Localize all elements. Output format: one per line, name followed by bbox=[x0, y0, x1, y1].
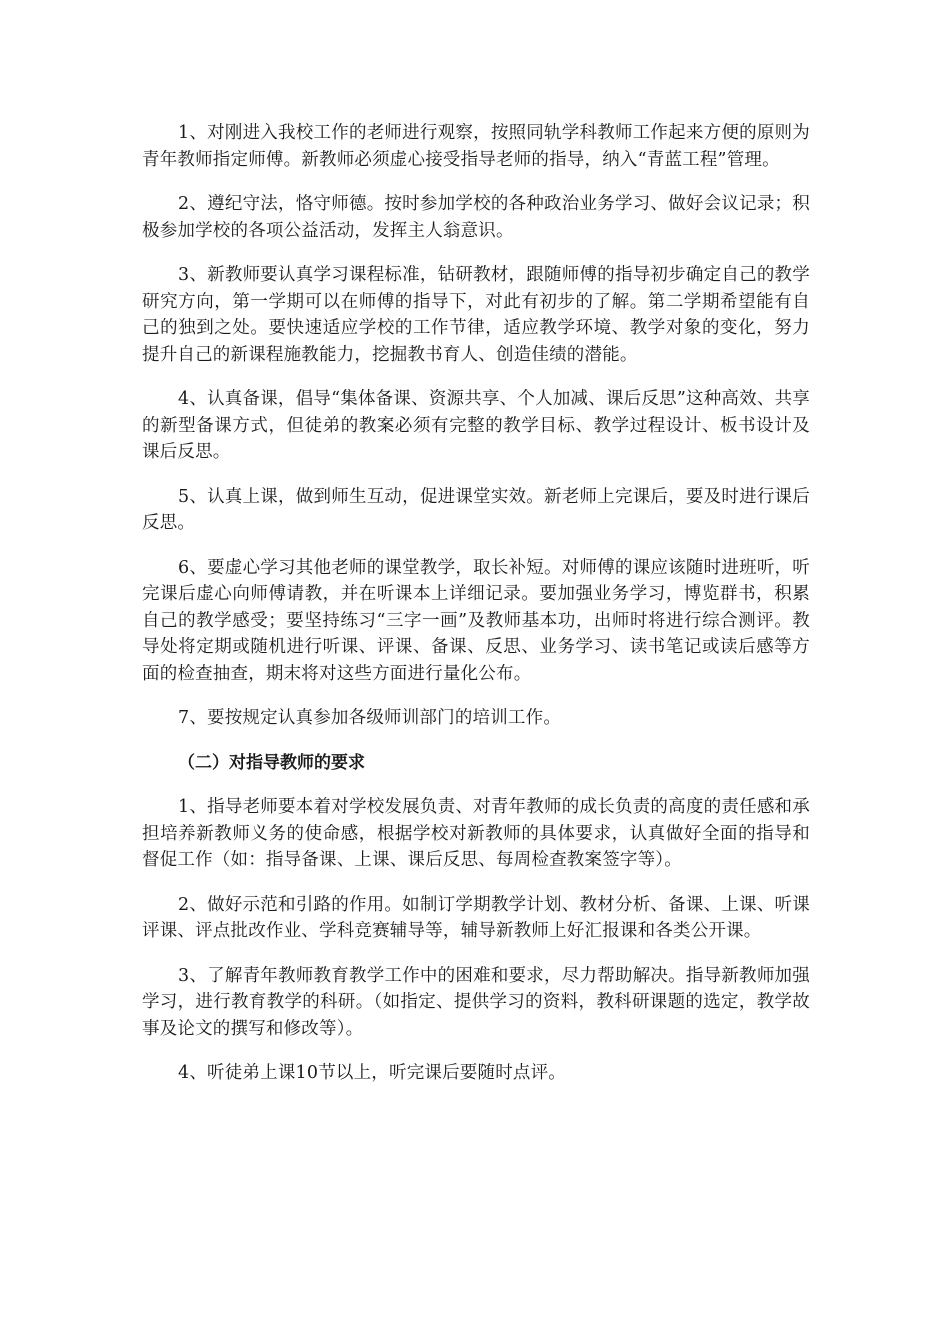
paragraph-2-1: 1、指导老师要本着对学校发展负责、对青年教师的成长负责的高度的责任感和承担培养新教师义务的使命感，根据学校对新教师的具体要求，认真做好全面的指导和督促工作（如：指导备课、上课、课后反思、每周检查教案签字等）。 bbox=[142, 797, 810, 870]
paragraph-1-4: 4、认真备课，倡导“集体备课、资源共享、个人加减、课后反思”这种高效、共享的新型备课方式，但徒弟的教案必须有完整的教学目标、教学过程设计、板书设计及课后反思。 bbox=[142, 389, 810, 462]
paragraph-2-4: 4、听徒弟上课10节以上，听完课后要随时点评。 bbox=[178, 1063, 567, 1083]
paragraph-1-7: 7、要按规定认真参加各级师训部门的培训工作。 bbox=[178, 708, 562, 728]
paragraph-1-2: 2、遵纪守法，恪守师德。按时参加学校的各种政治业务学习、做好会议记录；积极参加学校的各项公益活动，发挥主人翁意识。 bbox=[142, 194, 810, 241]
paragraph-1-5: 5、认真上课，做到师生互动，促进课堂实效。新老师上完课后，要及时进行课后反思。 bbox=[142, 486, 810, 533]
paragraph-2-3: 3、了解青年教师教育教学工作中的困难和要求，尽力帮助解决。指导新教师加强学习，进行教育教学的科研。（如指定、提供学习的资料，教科研课题的选定，教学故事及论文的撰写和修改等）。 bbox=[142, 965, 810, 1039]
paragraph-1-3: 3、新教师要认真学习课程标准，钻研教材，跟随师傅的指导初步确定自己的教学研究方向，第一学期可以在师傅的指导下，对此有初步的了解。第二学期希望能有自己的独到之处。要快速适应学校的工作节律，适应教学环境、教学对象的变化，努力提升自己的新课程施教能力，挖掘教书育人、创造佳绩的潜能。 bbox=[142, 265, 810, 365]
paragraph-1-1: 1、对刚进入我校工作的老师进行观察，按照同轨学科教师工作起来方便的原则为青年教师指定师傅。新教师必须虚心接受指导老师的指导，纳入“青蓝工程”管理。 bbox=[142, 123, 810, 170]
document-page bbox=[142, 120, 810, 1105]
paragraph-1-6: 6、要虚心学习其他老师的课堂教学，取长补短。对师傅的课应该随时进班听，听完课后虚心向师傅请教，并在听课本上详细记录。要加强业务学习，博览群书，积累自己的教学感受；要坚持练习“三字一画”及教师基本功，出师时将进行综合测评。教导处将定期或随机进行听课、评课、备课、反思、业务学习、读书笔记或读后感等方面的检查抽查，期末将对这些方面进行量化公布。 bbox=[142, 557, 810, 684]
paragraph-2-2: 2、做好示范和引路的作用。如制订学期教学计划、教材分析、备课、上课、听课评课、评点批改作业、学科竞赛辅导等，辅导新教师上好汇报课和各类公开课。 bbox=[142, 894, 810, 941]
section-heading: （二）对指导教师的要求 bbox=[178, 752, 365, 773]
